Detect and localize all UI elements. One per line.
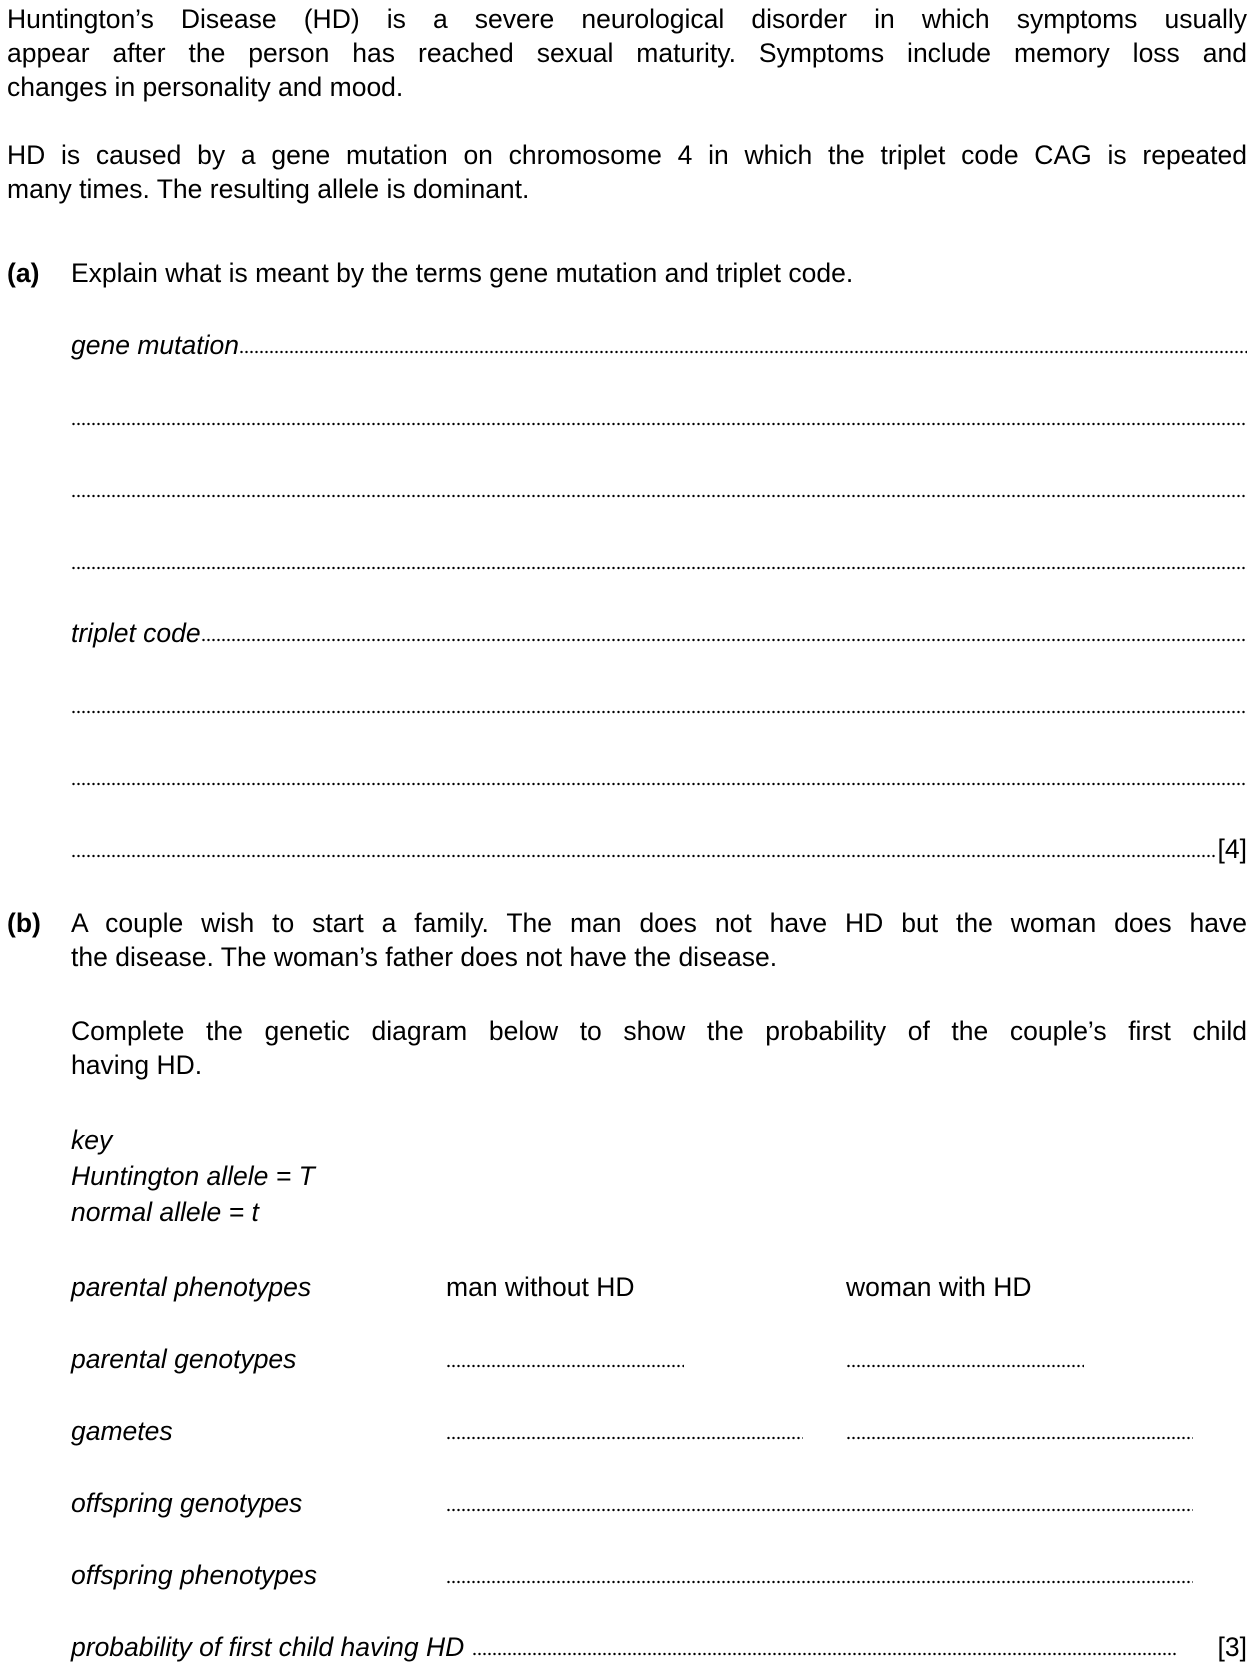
offspring-genotypes-answer[interactable] <box>446 1508 1193 1512</box>
answer-dots <box>472 1652 1177 1656</box>
offspring-phenotypes-answer[interactable] <box>446 1580 1193 1584</box>
gametes-label: gametes <box>71 1416 173 1446</box>
key-line-1: Huntington allele = T <box>71 1161 315 1191</box>
offspring-genotypes-label: offspring genotypes <box>71 1488 303 1518</box>
answer-dots <box>71 494 1247 498</box>
answer-dots <box>71 422 1247 426</box>
gene-mutation-answer-line[interactable] <box>71 400 1247 434</box>
key-title: key <box>71 1125 113 1155</box>
part-b-line: A couple wish to start a family. The man does not have HD but the woman does have <box>71 908 1247 938</box>
woman-gametes-answer[interactable] <box>846 1436 1193 1440</box>
probability-answer-line[interactable] <box>71 1630 1247 1664</box>
offspring-phenotypes-row <box>71 1558 1247 1592</box>
gene-mutation-answer-line[interactable] <box>71 472 1247 506</box>
woman-phenotype: woman with HD <box>846 1272 1032 1302</box>
triplet-code-label: triplet code <box>71 618 201 648</box>
probability-label: probability of first child having HD <box>71 1632 465 1662</box>
parental-phenotypes-label: parental phenotypes <box>71 1272 312 1302</box>
intro-paragraph-1 <box>7 2 1247 104</box>
gene-mutation-answer-line[interactable] <box>71 328 1247 362</box>
parental-genotypes-label: parental genotypes <box>71 1344 297 1374</box>
parental-phenotypes-row <box>71 1270 1247 1304</box>
part-a-question <box>71 256 1247 290</box>
gene-mutation-label: gene mutation <box>71 330 239 360</box>
intro-line: many times. The resulting allele is dominant. <box>7 174 530 204</box>
intro-line: changes in personality and mood. <box>7 72 404 102</box>
woman-genotype-answer[interactable] <box>846 1364 1084 1368</box>
triplet-code-answer-line[interactable] <box>71 688 1247 722</box>
intro-line: HD is caused by a gene mutation on chromosome 4 in which the triplet code CAG is repeated <box>7 140 1247 170</box>
man-gametes-answer[interactable] <box>446 1436 803 1440</box>
parental-genotypes-row <box>71 1342 1247 1376</box>
answer-dots <box>71 566 1247 570</box>
man-phenotype: man without HD <box>446 1272 635 1302</box>
triplet-code-answer-line[interactable] <box>71 760 1247 794</box>
man-genotype-answer[interactable] <box>446 1364 684 1368</box>
offspring-genotypes-row <box>71 1486 1247 1520</box>
part-b-marks: [3] <box>1217 1632 1247 1662</box>
part-b-line: having HD. <box>71 1050 203 1080</box>
answer-dots <box>71 710 1247 714</box>
part-a-marks: [4] <box>1217 834 1247 864</box>
part-a-label: (a) <box>7 258 40 288</box>
gene-mutation-answer-line[interactable] <box>71 544 1247 578</box>
offspring-phenotypes-label: offspring phenotypes <box>71 1560 318 1590</box>
part-b-text-2 <box>71 1014 1247 1082</box>
intro-line: Huntington’s Disease (HD) is a severe neurological disorder in which symptoms usually <box>7 4 1247 34</box>
part-a-question-text: Explain what is meant by the terms gene mutation and triplet code. <box>71 258 854 288</box>
part-b-label: (b) <box>7 908 41 938</box>
key-line-2: normal allele = t <box>71 1197 259 1227</box>
part-b-line: Complete the genetic diagram below to show the probability of the couple’s first child <box>71 1016 1247 1046</box>
answer-dots <box>239 350 1247 354</box>
part-b-line: the disease. The woman’s father does not have the disease. <box>71 942 778 972</box>
part-b-text-1 <box>71 906 1247 974</box>
gametes-row <box>71 1414 1247 1448</box>
triplet-code-answer-line[interactable] <box>71 832 1247 866</box>
intro-line: appear after the person has reached sexual maturity. Symptoms include memory loss and <box>7 38 1247 68</box>
intro-paragraph-2 <box>7 138 1247 206</box>
answer-dots <box>71 782 1247 786</box>
answer-dots <box>201 638 1247 642</box>
answer-dots <box>71 854 1216 858</box>
triplet-code-answer-line[interactable] <box>71 616 1247 650</box>
allele-key <box>71 1122 315 1230</box>
